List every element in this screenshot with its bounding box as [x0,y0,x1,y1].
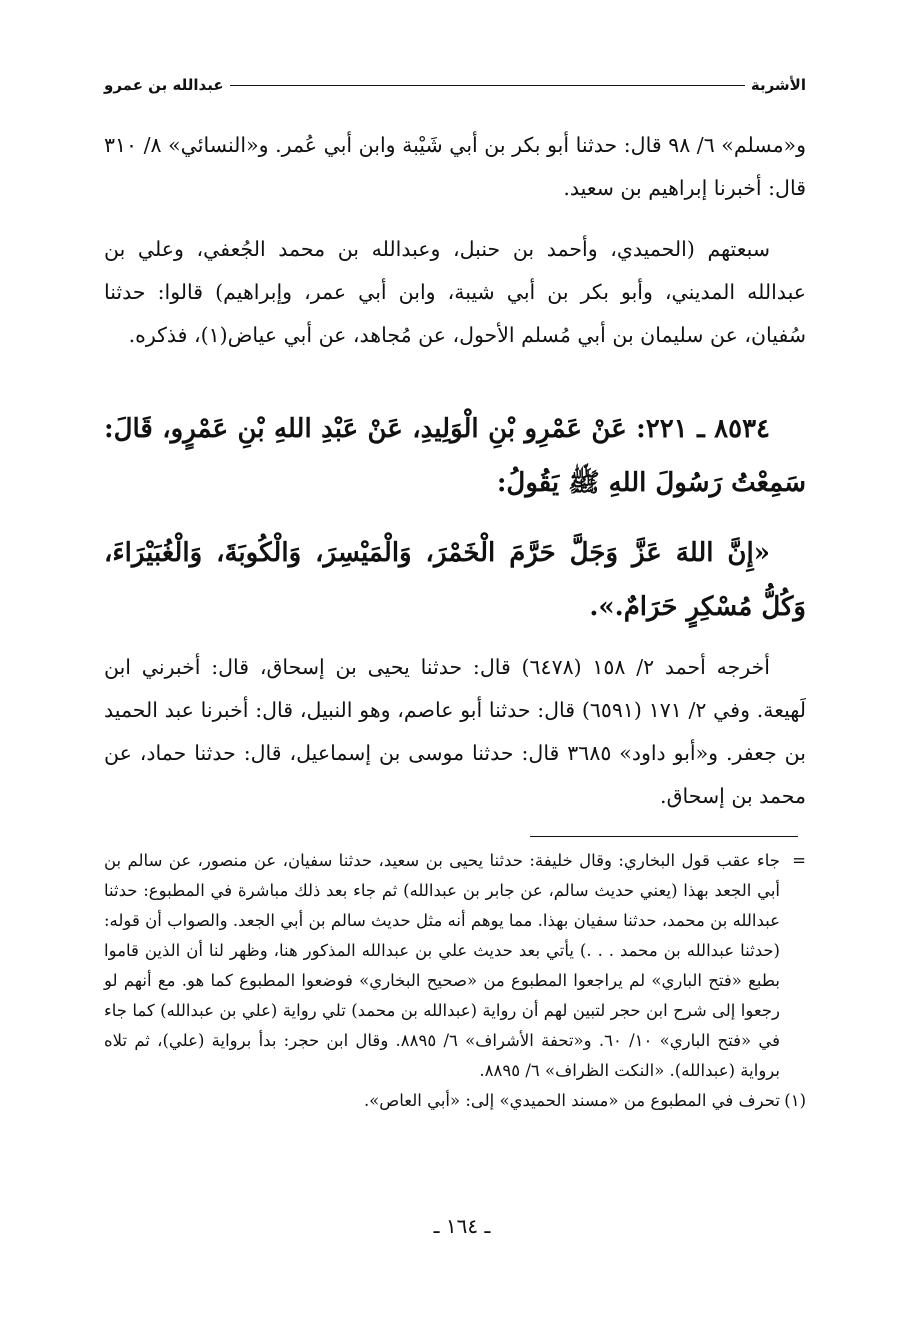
running-header [104,72,806,98]
section-title: عبدالله بن عمرو [104,76,224,94]
footnote-number: (١) [784,1091,806,1110]
footnotes [104,846,806,1116]
hadith-heading: ٨٥٣٤ ـ ٢٢١: عَنْ عَمْرِو بْنِ الْوَلِيدِ، عَنْ عَبْدِ اللهِ بْنِ عَمْرٍو، قَالَ: سَمِعْتُ رَسُولَ اللهِ ﷺ يَقُولُ: [104,414,806,498]
hadith-text: «إِنَّ اللهَ عَزَّ وَجَلَّ حَرَّمَ الْخَمْرَ، وَالْمَيْسِرَ، وَالْكُوبَةَ، وَالْغُبَيْرَاءَ، وَكُلُّ مُسْكِرٍ حَرَامٌ.». [104,538,806,622]
chain-paragraph: سبعتهم (الحميدي، وأحمد بن حنبل، وعبدالله بن محمد الجُعفي، وعلي بن عبدالله المديني، وأبو بكر بن أبي شيبة، وابن أبي عمر، وإبراهيم) قالوا: حدثنا سُفيان، عن سليمان بن أبي مُسلم الأحول، عن مُجاهد، عن أبي عياض(١)، فذكره. [104,237,806,347]
footnote-text: جاء عقب قول البخاري: وقال خليفة: حدثنا يحيى بن سعيد، حدثنا سفيان، عن منصور، عن سالم بن أبي الجعد بهذا (يعني حديث سالم، عن جابر بن عبدالله) ثم جاء بعد ذلك مباشرة في المطبوع: حدثنا عبدالله بن محمد، حدثنا سفيان بهذا. مما يوهم أنه مثل حديث سالم بن أبي الجعد. والصواب أن قوله: (حدثنا عبدالله بن محمد . . .) يأتي بعد حديث علي بن عبدالله المذكور هنا، وظهر لنا أن الذين قاموا بطبع «فتح الباري» لم يراجعوا المطبوع من «صحيح البخاري» فوضعوا المطبوع كما هو. مع أنهم لو رجعوا إلى شرح ابن حجر لتبين لهم أن رواية (عبدالله بن محمد) تلي رواية (علي بن عبدالله) كما جاء في «فتح الباري» ١٠/ ٦٠. و«تحفة الأشراف» ٦/ ٨٨٩٥. وقال ابن حجر: بدأ برواية (علي)، ثم تلاه برواية (عبدالله). «النكت الظراف» ٦/ ٨٨٩٥. [104,851,780,1080]
header-rule [230,85,745,86]
footnote-1 [104,1086,806,1116]
source-paragraph: و«مسلم» ٦/ ٩٨ قال: حدثنا أبو بكر بن أبي شَيْبة وابن أبي عُمر. و«النسائي» ٨/ ٣١٠ قال: أخبرنا إبراهيم بن سعيد. [104,133,806,200]
page-number: ـ ١٦٤ ـ [433,1214,491,1238]
footnote-separator [530,836,798,837]
footnote-text: تحرف في المطبوع من «مسند الحميدي» إلى: «أبي العاص». [363,1091,780,1110]
footnote-continued [104,846,806,1086]
chapter-title: الأشربة [750,76,806,94]
continuation-mark: = [792,851,806,870]
takhrij-block [104,646,806,818]
hadith-block [104,402,806,634]
takhrij-paragraph: أخرجه أحمد ٢/ ١٥٨ (٦٤٧٨) قال: حدثنا يحيى بن إسحاق، قال: أخبرني ابن لَهيعة. وفي ٢/ ١٧١ (٦٥٩١) قال: حدثنا أبو عاصم، وهو النبيل، قال: أخبرنا عبد الحميد بن جعفر. و«أبو داود» ٣٦٨٥ قال: حدثنا موسى بن إسماعيل، قال: حدثنا حماد، عن محمد بن إسحاق. [104,655,806,808]
main-text-top [104,124,806,357]
